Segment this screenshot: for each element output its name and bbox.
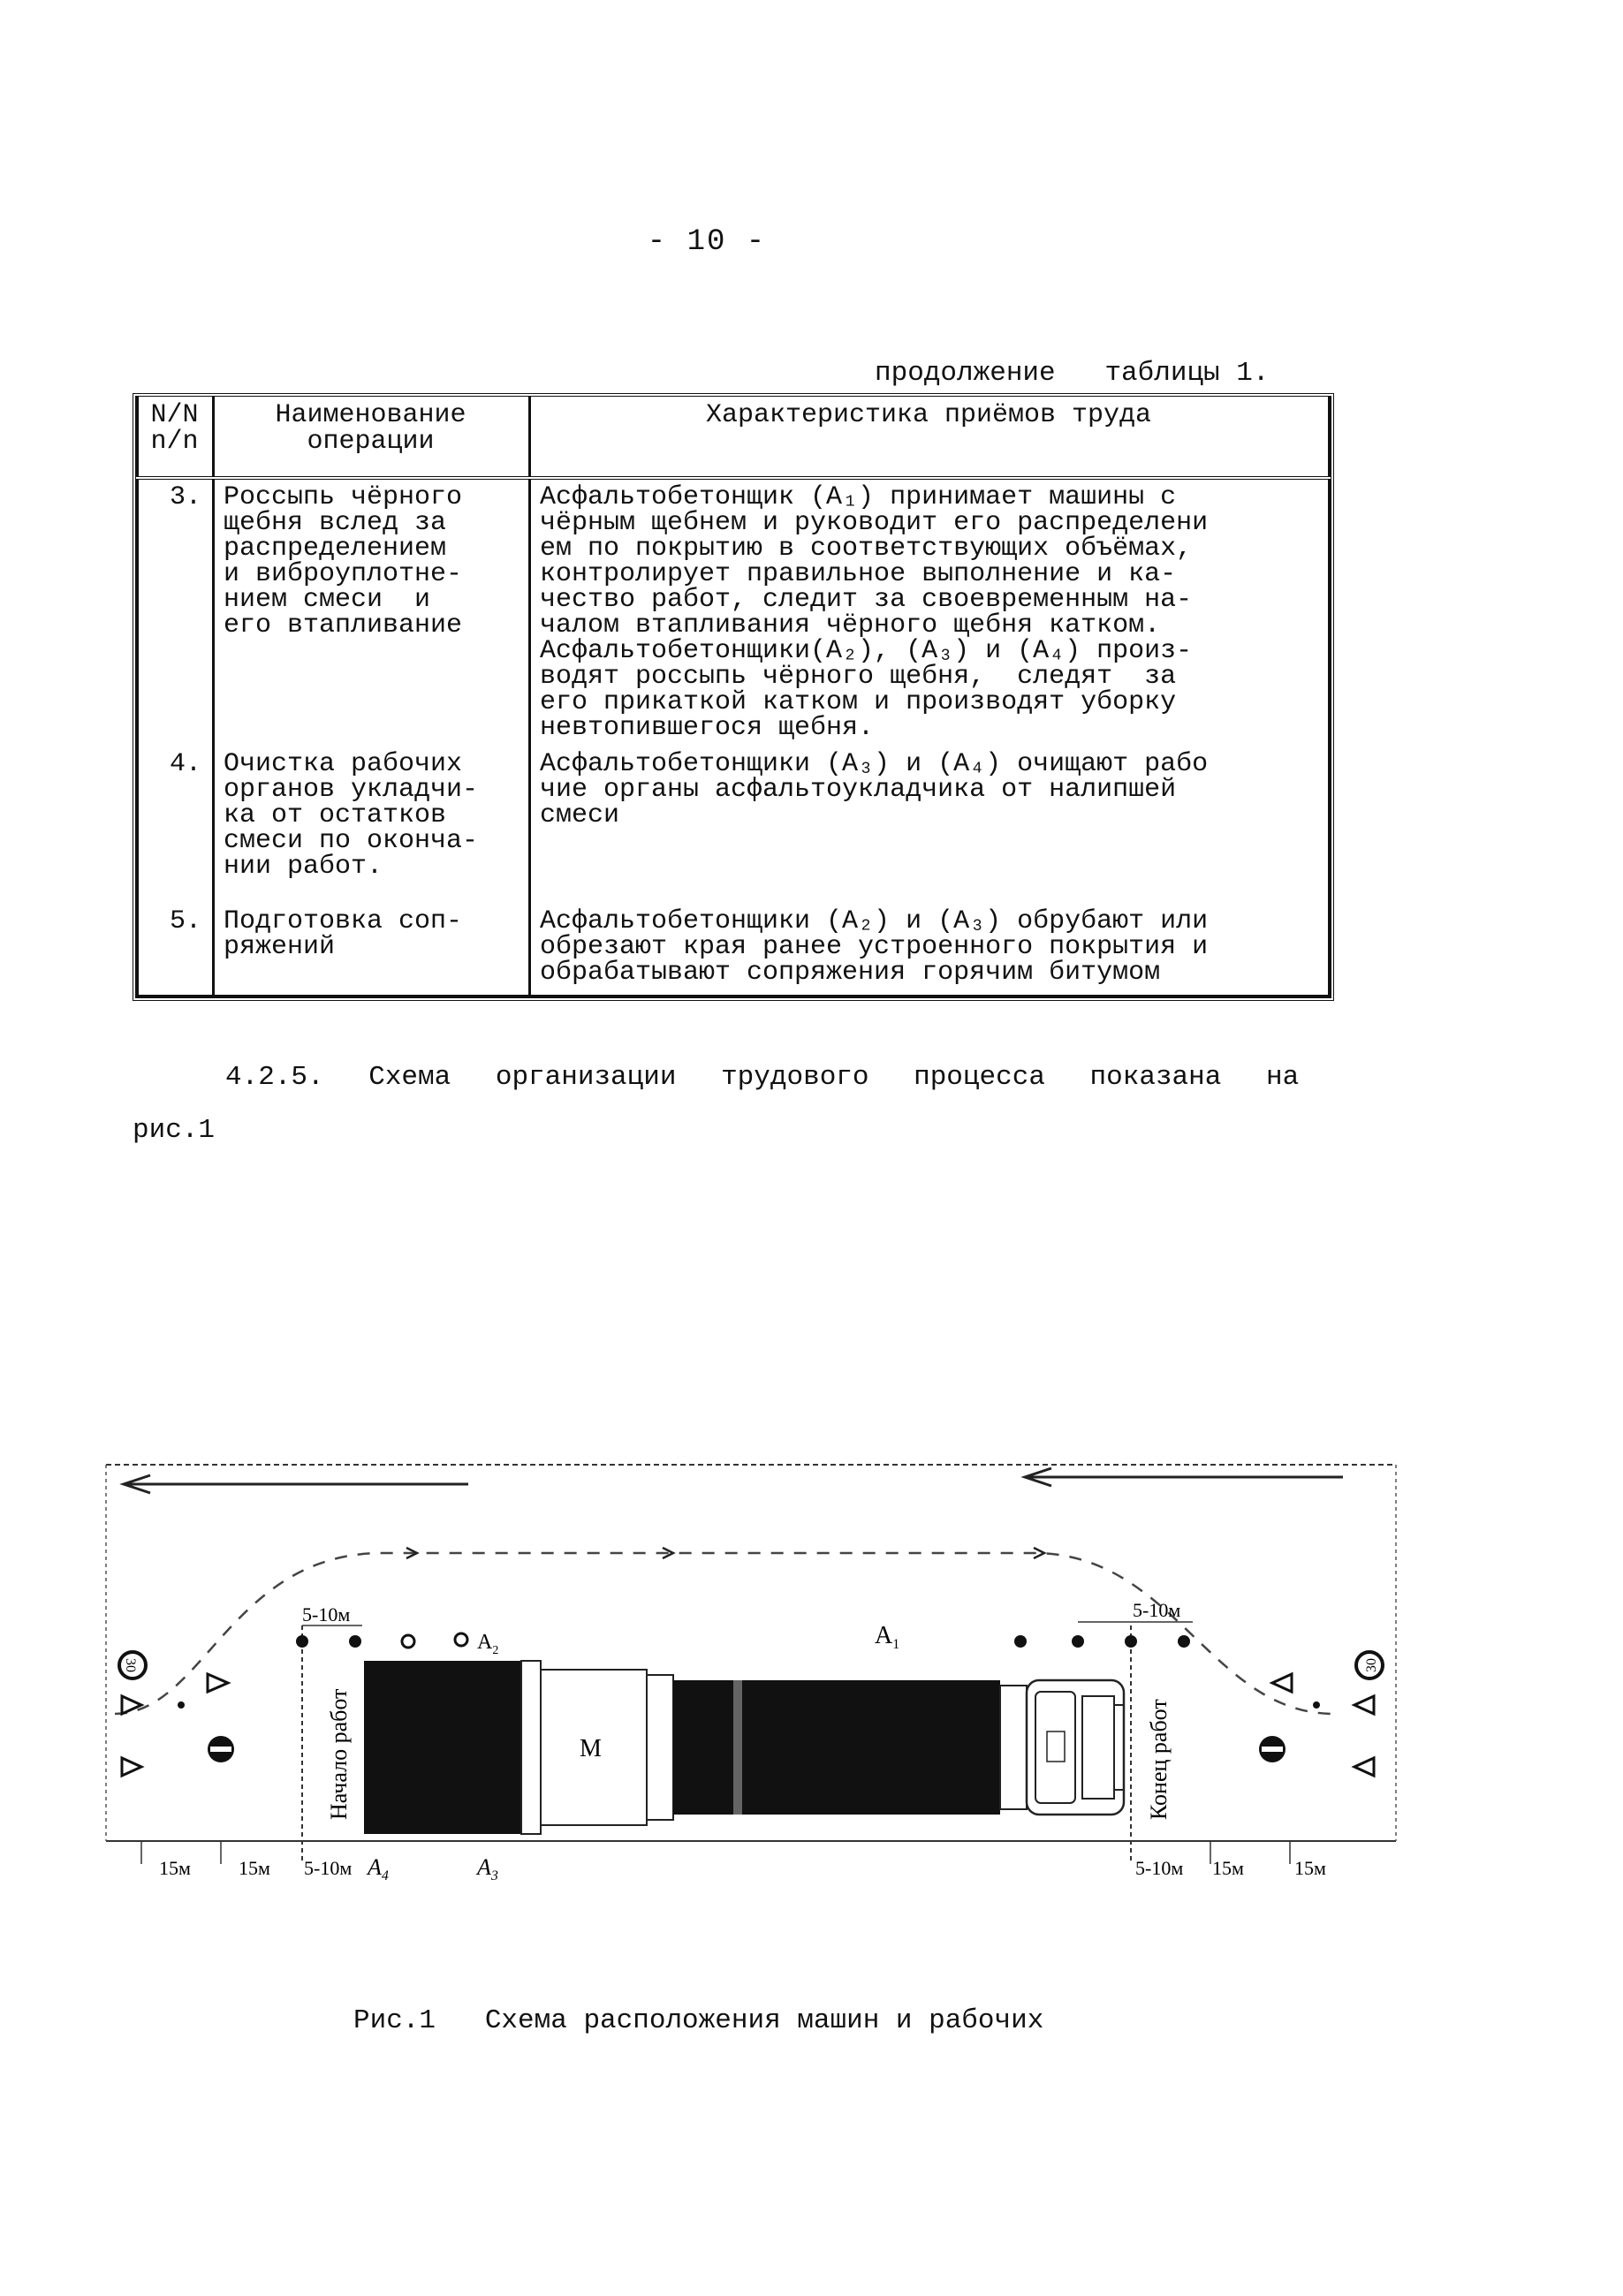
warning-triangle-icon xyxy=(208,1674,228,1692)
paragraph-line-2: рис.1 xyxy=(133,1115,216,1146)
worker-marker-icon xyxy=(455,1633,467,1646)
operation-name: Подготовка соп- ряжений xyxy=(214,904,530,996)
figure-caption: Рис.1 Схема расположения машин и рабочих xyxy=(353,2005,1044,2036)
header-desc: Характеристика приёмов труда xyxy=(530,397,1330,478)
warning-triangle-icon xyxy=(1272,1674,1292,1692)
table-continuation-label: продолжение таблицы 1. xyxy=(875,358,1270,389)
header-name-line2: операции xyxy=(307,427,435,457)
table-row xyxy=(138,746,1330,904)
dim-label: 15м xyxy=(239,1857,270,1879)
no-entry-icon xyxy=(1259,1736,1286,1762)
svg-text:30: 30 xyxy=(123,1658,138,1672)
paver-screed xyxy=(521,1661,541,1834)
svg-text:30: 30 xyxy=(1364,1658,1379,1672)
table-row xyxy=(138,478,1330,746)
worker-marker-icon xyxy=(296,1635,308,1648)
truck-body xyxy=(673,1680,1000,1815)
worker-a1-label: $А_1$ xyxy=(875,1622,900,1652)
warning-triangle-icon xyxy=(1354,1696,1374,1714)
no-entry-icon xyxy=(208,1736,234,1762)
warning-triangle-icon xyxy=(1354,1758,1374,1776)
header-name-line1: Наименование xyxy=(275,400,466,430)
row-number: 4. xyxy=(138,746,214,904)
header-num-line2: n/n xyxy=(150,427,199,457)
speed-limit-icon xyxy=(119,1652,146,1678)
body-paragraph xyxy=(133,1051,1352,1157)
warning-triangle-icon xyxy=(122,1758,141,1776)
operation-description: Асфальтобетонщики (А₂) и (А₃) обрубают или обрезают края ранее устроенного покрытия и обрабатывают сопряжения горячим битумом xyxy=(530,904,1330,996)
worker-a3-label: $А_3$ xyxy=(477,1854,498,1883)
operation-description: Асфальтобетонщики (А₃) и (А₄) очищают рабо чие органы асфальтоукладчика от налипшей смеси xyxy=(530,746,1330,904)
dim-label: 5-10м xyxy=(1135,1857,1184,1879)
operation-description: Асфальтобетонщик (А₁) принимает машины с чёрным щебнем и руководит его распределени ем по покрытию в соответствующих объёмах, контролирует правильное выполнение и ка- чество работ, следит за своевременным на- чалом втапливания чёрного щебня катком. Асфальтобетонщики(А₂), (А₃) и (А₄) произ- водят россыпь чёрного щебня, следят за его прикаткой катком и производят уборку невтопившегося щебня. xyxy=(530,478,1330,746)
operations-table xyxy=(133,393,1334,1001)
worker-marker-icon xyxy=(349,1635,361,1648)
speed-limit-icon xyxy=(1356,1652,1383,1678)
row-number: 5. xyxy=(138,904,214,996)
worker-marker-icon xyxy=(1125,1635,1137,1648)
arrow-left-icon xyxy=(124,1475,468,1493)
truck-hopper xyxy=(647,1675,673,1820)
table-header-row xyxy=(138,397,1330,478)
warning-triangle-icon xyxy=(122,1696,141,1714)
page-number: - 10 - xyxy=(647,225,767,259)
dim-label: 15м xyxy=(159,1857,191,1879)
worker-marker-icon xyxy=(402,1635,414,1648)
paragraph-line-1: 4.2.5. Схема организации трудового процесса показана на xyxy=(225,1062,1300,1093)
distance-label-left: 5-10м xyxy=(302,1603,351,1625)
laid-asphalt-block xyxy=(364,1661,521,1834)
end-work-label: Конец работ xyxy=(1146,1699,1172,1820)
dim-label: 15м xyxy=(1212,1857,1244,1879)
worker-marker-icon xyxy=(1072,1635,1084,1648)
start-work-label: Начало работ xyxy=(326,1688,352,1820)
truck-body-seam xyxy=(733,1680,742,1815)
arrow-left-icon xyxy=(1025,1468,1343,1486)
figure-work-layout xyxy=(97,1449,1405,1891)
header-num-line1: N/N xyxy=(150,400,199,430)
truck-bed-frame xyxy=(1000,1686,1027,1809)
distance-label-right: 5-10м xyxy=(1133,1599,1181,1621)
worker-marker-icon xyxy=(1178,1635,1190,1648)
operation-name: Россыпь чёрного щебня вслед за распределением и виброуплотне- нием смеси и его втапливание xyxy=(214,478,530,746)
worker-a2-label: $А_2$ xyxy=(477,1631,499,1657)
dim-label: 15м xyxy=(1294,1857,1326,1879)
header-num xyxy=(138,397,214,478)
machine-label-m: М xyxy=(580,1735,602,1762)
row-number: 3. xyxy=(138,478,214,746)
worker-marker-icon xyxy=(1313,1701,1320,1709)
table-row xyxy=(138,904,1330,996)
header-name xyxy=(214,397,530,478)
worker-a4-label: $А_4$ xyxy=(368,1854,389,1883)
worker-marker-icon xyxy=(1014,1635,1027,1648)
worker-marker-icon xyxy=(178,1701,185,1709)
operation-name: Очистка рабочих органов укладчи- ка от остатков смеси по оконча- нии работ. xyxy=(214,746,530,904)
dim-label: 5-10м xyxy=(304,1857,353,1879)
truck-cab-icon xyxy=(1027,1680,1124,1815)
